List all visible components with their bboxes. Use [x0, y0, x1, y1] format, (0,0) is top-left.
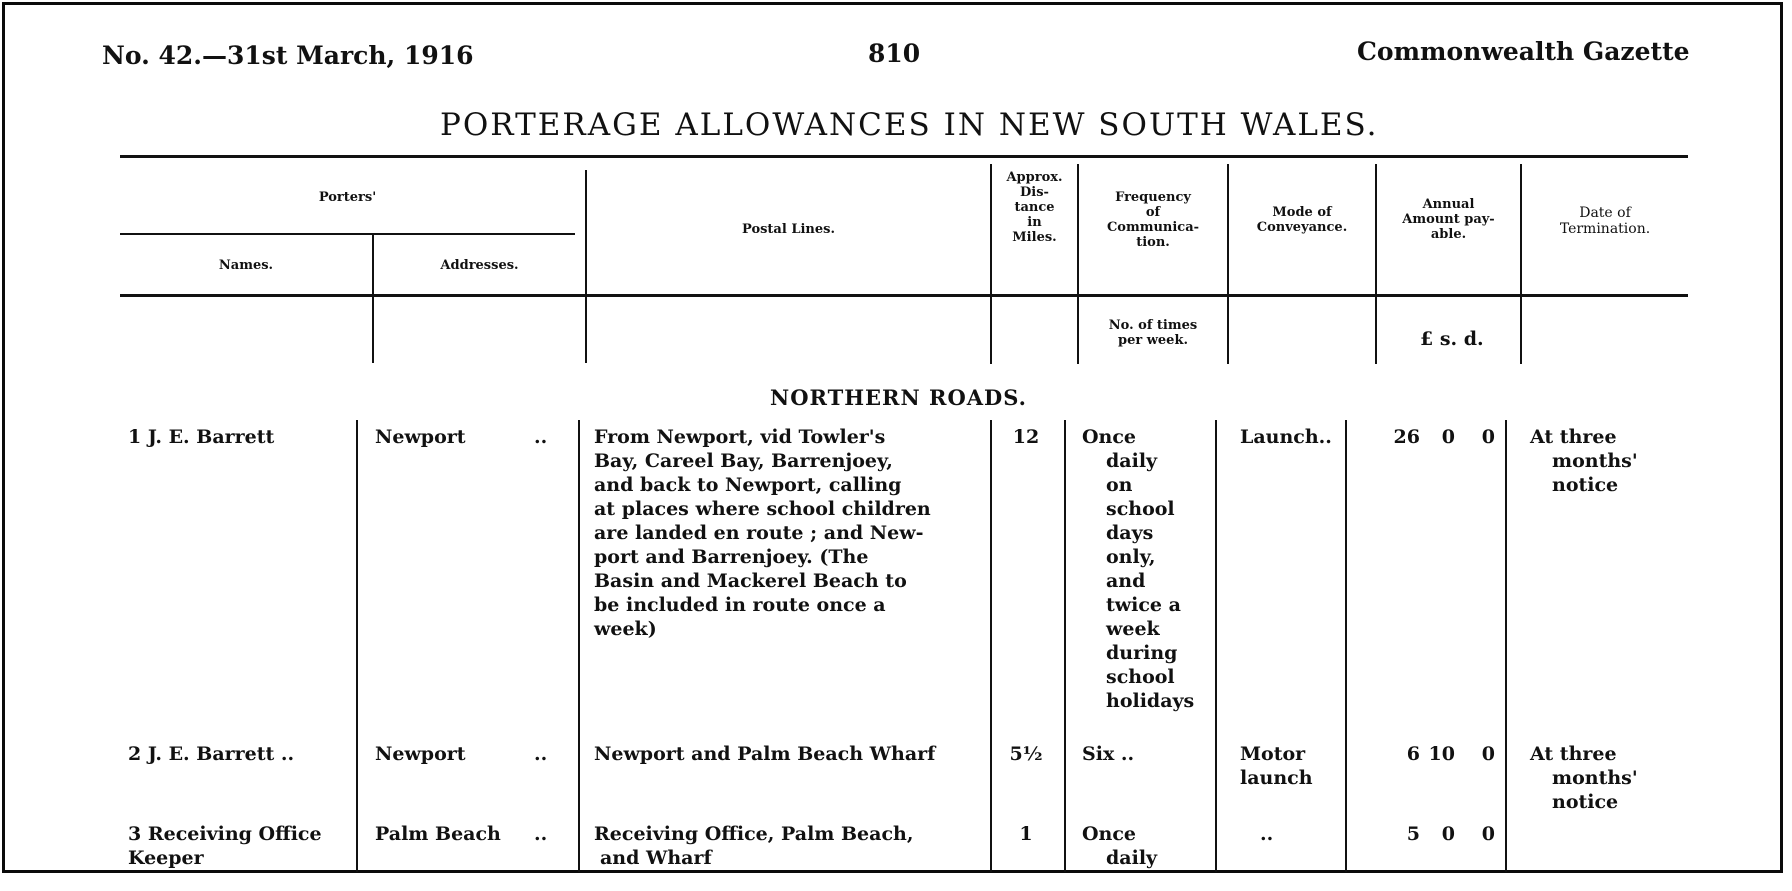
- rule-body-mode: [1215, 420, 1217, 872]
- header-names: Names.: [218, 258, 274, 273]
- row1-address-dots: ..: [534, 426, 548, 448]
- rule-col-amount: [1375, 164, 1377, 364]
- header-amount: Annual Amount pay- able.: [1402, 197, 1495, 242]
- publication-title: Commonwealth Gazette: [1357, 37, 1690, 66]
- row1-postal-lines: From Newport, vid Towler's Bay, Careel Bay, Barrenjoey, and back to Newport, calling at places where school children are landed en route ; and New- port and Barrenjoey. (The Basin and Mackerel Beach to be included in route once a week): [594, 426, 931, 640]
- header-distance: Approx. Dis- tance in Miles.: [1006, 170, 1063, 245]
- row2-amount-shillings: 10: [1428, 743, 1455, 765]
- row3-frequency: Once daily: [1082, 823, 1158, 869]
- header-postal-lines: Postal Lines.: [742, 222, 835, 237]
- header-frequency: Frequency of Communica- tion.: [1106, 190, 1200, 250]
- row2-mode: Motor launch: [1240, 743, 1313, 789]
- row2-distance: 5½: [1009, 743, 1043, 765]
- header-addresses: Addresses.: [440, 258, 519, 273]
- row3-address: Palm Beach: [375, 823, 501, 845]
- row1-name: 1 J. E. Barrett: [128, 426, 275, 448]
- row3-name: 3 Receiving Office Keeper: [128, 823, 322, 869]
- header-amount-units: £ s. d.: [1420, 328, 1484, 350]
- page-number: 810: [868, 39, 921, 68]
- rule-col-postal: [585, 170, 587, 363]
- row1-distance: 12: [1012, 426, 1040, 448]
- row2-address-dots: ..: [534, 743, 548, 765]
- row2-name: 2 J. E. Barrett ..: [128, 743, 295, 765]
- rule-col-termination: [1520, 164, 1522, 364]
- row2-address: Newport: [375, 743, 466, 765]
- rule-body-address: [356, 420, 358, 872]
- issue-date: No. 42.—31st March, 1916: [102, 41, 474, 70]
- page-title: PORTERAGE ALLOWANCES IN NEW SOUTH WALES.: [440, 107, 1379, 143]
- row1-frequency: Once daily on school days only, and twice a week during school holidays: [1082, 426, 1195, 712]
- rule-body-distance: [990, 420, 992, 872]
- header-frequency-sub: No. of times per week.: [1108, 318, 1198, 348]
- rule-body-amount: [1345, 420, 1347, 872]
- rule-header-bottom: [120, 294, 1688, 297]
- rule-top: [120, 155, 1688, 158]
- row1-address: Newport: [375, 426, 466, 448]
- header-porters: Porters': [318, 190, 377, 205]
- rule-body-frequency: [1064, 420, 1066, 872]
- rule-body-termination: [1505, 420, 1507, 872]
- row3-distance: 1: [1019, 823, 1033, 845]
- row2-amount-pence: 0: [1481, 743, 1495, 765]
- row3-amount-pence: 0: [1481, 823, 1495, 845]
- rule-col-mode: [1227, 164, 1229, 364]
- row1-amount-shillings: 0: [1441, 426, 1455, 448]
- header-termination: Date of Termination.: [1559, 205, 1651, 237]
- row1-amount-pence: 0: [1481, 426, 1495, 448]
- row2-amount-pounds: 6: [1406, 743, 1420, 765]
- row2-frequency: Six ..: [1082, 743, 1135, 765]
- row1-mode: Launch..: [1240, 426, 1332, 448]
- row3-address-dots: ..: [534, 823, 548, 845]
- header-mode: Mode of Conveyance.: [1256, 205, 1348, 235]
- rule-porters: [120, 233, 575, 235]
- row3-postal-lines: Receiving Office, Palm Beach, and Wharf: [594, 823, 914, 869]
- row2-postal-lines: Newport and Palm Beach Wharf: [594, 743, 936, 765]
- row3-mode: ..: [1260, 823, 1274, 845]
- section-heading: NORTHERN ROADS.: [770, 385, 1027, 410]
- rule-body-postal: [578, 420, 580, 872]
- rule-col-address: [372, 233, 374, 363]
- row3-amount-shillings: 0: [1441, 823, 1455, 845]
- row1-termination: At three months' notice: [1530, 426, 1638, 496]
- row2-termination: At three months' notice: [1530, 743, 1638, 813]
- row1-amount-pounds: 26: [1393, 426, 1420, 448]
- row3-amount-pounds: 5: [1406, 823, 1420, 845]
